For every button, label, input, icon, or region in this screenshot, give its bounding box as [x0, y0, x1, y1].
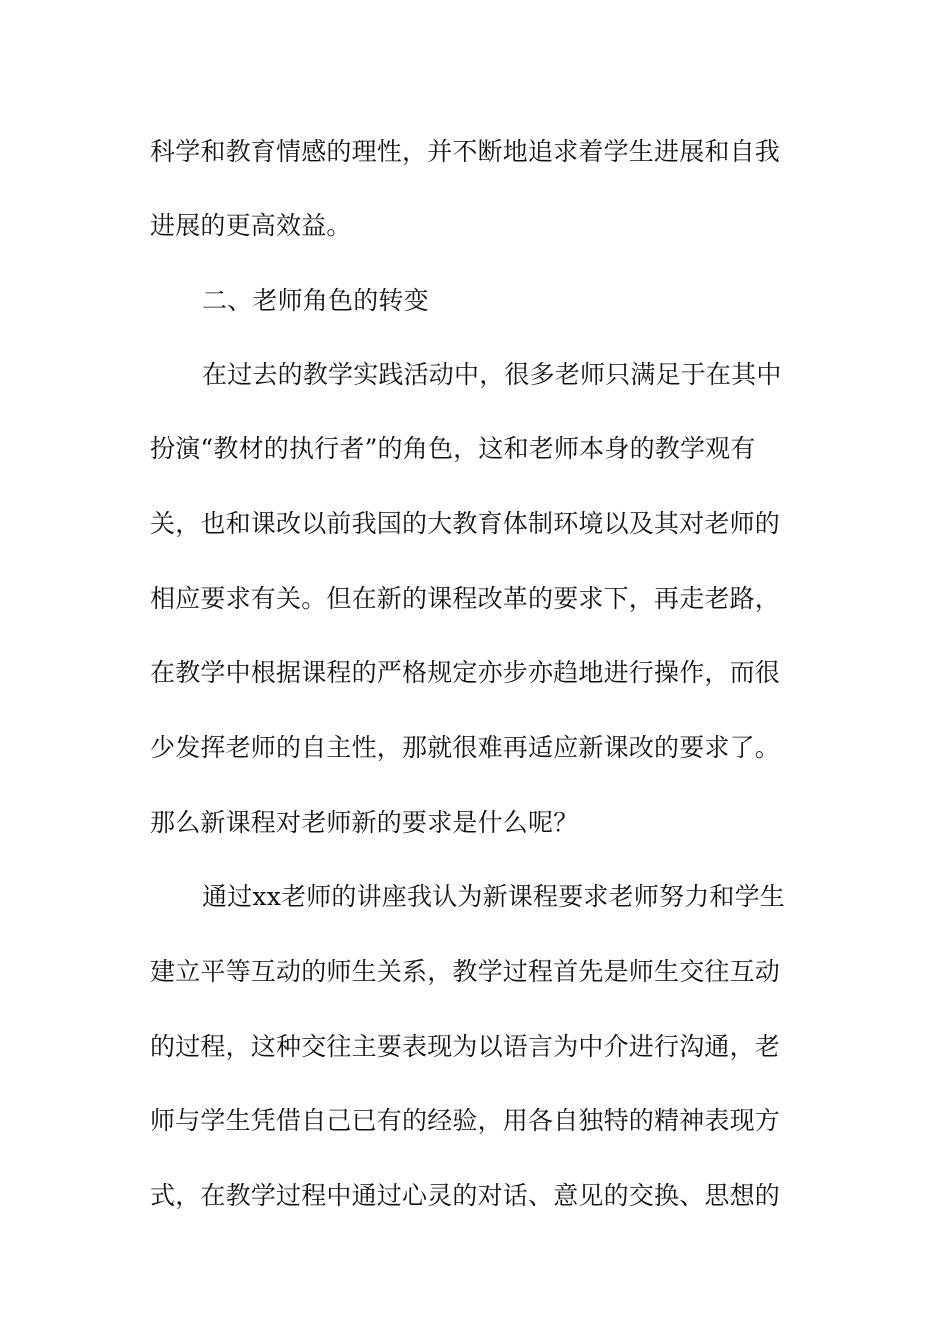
text-line: 的过程，这种交往主要表现为以语言为中介进行沟通，老	[150, 1032, 781, 1061]
text-line: 在过去的教学实践活动中，很多老师只满足于在其中	[202, 360, 782, 389]
text-line: 少发挥老师的自主性，那就很难再适应新课改的要求了。	[150, 733, 781, 762]
text-line: 那么新课程对老师新的要求是什么呢？	[150, 808, 579, 837]
text-line: 式，在教学过程中通过心灵的对话、意见的交换、思想的	[150, 1181, 781, 1210]
text-line: 师与学生凭借自己已有的经验，用各自独特的精神表现方	[150, 1106, 781, 1135]
text-line: 扮演“教材的执行者”的角色，这和老师本身的教学观有	[150, 434, 756, 463]
section-heading: 二、老师角色的转变	[202, 286, 429, 315]
text-line: 建立平等互动的师生关系，教学过程首先是师生交往互动	[150, 957, 781, 986]
text-line: 进展的更高效益。	[150, 211, 352, 240]
text-line: 在教学中根据课程的严格规定亦步亦趋地进行操作，而很	[150, 658, 781, 687]
text-line: 关，也和课改以前我国的大教育体制环境以及其对老师的	[150, 509, 781, 538]
text-line: 相应要求有关。但在新的课程改革的要求下，再走老路，	[150, 584, 781, 613]
text-line: 通过xx老师的讲座我认为新课程要求老师努力和学生	[202, 882, 786, 911]
text-line: 科学和教育情感的理性，并不断地追求着学生进展和自我	[150, 137, 781, 166]
